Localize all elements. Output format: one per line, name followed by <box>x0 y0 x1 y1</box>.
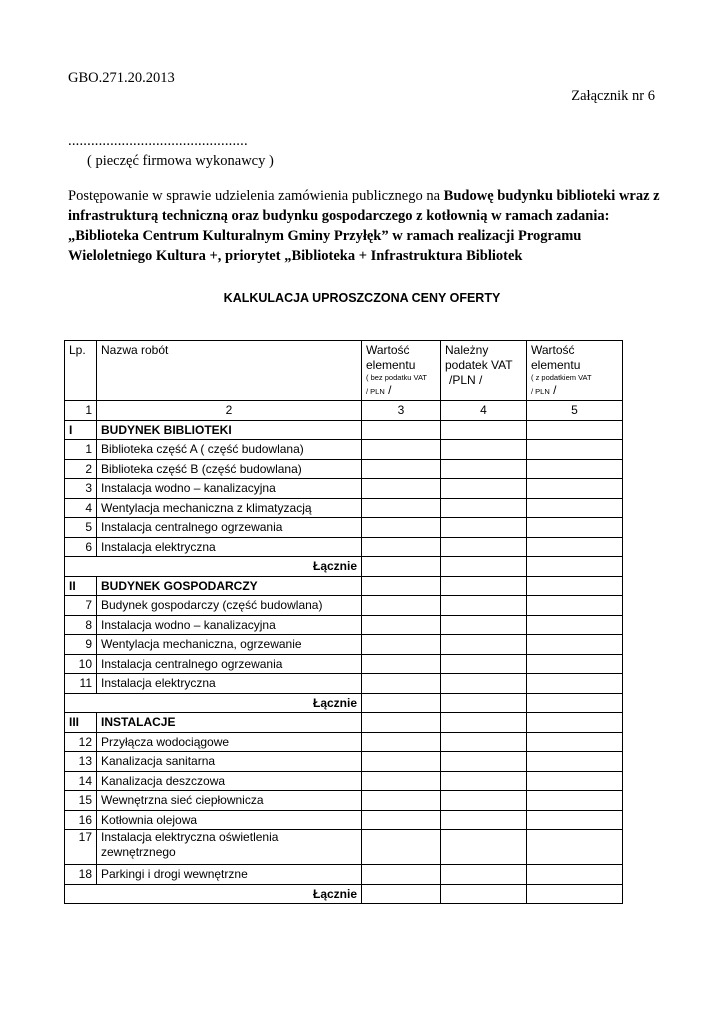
procedure-description <box>68 186 668 266</box>
row-number: 13 <box>65 752 97 772</box>
header-gross-label: Wartość elementu <box>531 343 581 372</box>
value-cell <box>441 420 527 440</box>
table-row <box>65 752 623 772</box>
value-cell <box>527 884 623 904</box>
table-row <box>65 674 623 694</box>
value-cell <box>527 635 623 655</box>
section-total-label: Łącznie <box>65 693 362 713</box>
value-cell <box>441 693 527 713</box>
value-cell <box>527 752 623 772</box>
work-name: Kotłownia olejowa <box>97 810 362 830</box>
value-cell <box>527 654 623 674</box>
value-cell <box>441 596 527 616</box>
value-cell <box>362 498 441 518</box>
value-cell <box>441 576 527 596</box>
table-row <box>65 810 623 830</box>
row-number: 4 <box>65 498 97 518</box>
value-cell <box>362 440 441 460</box>
section-header-row <box>65 713 623 733</box>
column-number: 3 <box>362 401 441 421</box>
value-cell <box>441 865 527 885</box>
header-gross-unit: / PLN <box>531 387 550 396</box>
value-cell <box>441 810 527 830</box>
table-row <box>65 635 623 655</box>
value-cell <box>441 479 527 499</box>
work-name: Budynek gospodarczy (część budowlana) <box>97 596 362 616</box>
work-name: Kanalizacja deszczowa <box>97 771 362 791</box>
value-cell <box>362 557 441 577</box>
value-cell <box>527 557 623 577</box>
work-name: Wewnętrzna sieć ciepłownicza <box>97 791 362 811</box>
header-net-note: ( bez podatku VAT <box>366 373 428 382</box>
value-cell <box>527 791 623 811</box>
section-number: I <box>65 420 97 440</box>
table-row <box>65 518 623 538</box>
table-header-row <box>65 341 623 401</box>
header-name: Nazwa robót <box>97 341 362 401</box>
value-cell <box>362 771 441 791</box>
value-cell <box>527 518 623 538</box>
work-name: Instalacja elektryczna oświetlenia zewnętrznego <box>97 830 362 865</box>
row-number: 5 <box>65 518 97 538</box>
section-name: BUDYNEK BIBLIOTEKI <box>97 420 362 440</box>
section-total-label: Łącznie <box>65 557 362 577</box>
header-net-label: Wartość elementu <box>366 343 416 372</box>
value-cell <box>527 440 623 460</box>
section-name: BUDYNEK GOSPODARCZY <box>97 576 362 596</box>
section-total-row <box>65 884 623 904</box>
row-number: 14 <box>65 771 97 791</box>
value-cell <box>441 732 527 752</box>
value-cell <box>527 810 623 830</box>
value-cell <box>441 557 527 577</box>
section-number: III <box>65 713 97 733</box>
work-name: Wentylacja mechaniczna, ogrzewanie <box>97 635 362 655</box>
section-total-row <box>65 557 623 577</box>
header-lp: Lp. <box>65 341 97 401</box>
row-number: 17 <box>65 830 97 865</box>
header-net-unit: / PLN <box>366 387 385 396</box>
row-number: 18 <box>65 865 97 885</box>
value-cell <box>362 810 441 830</box>
value-cell <box>527 771 623 791</box>
header-vat-unit: /PLN / <box>449 373 483 387</box>
value-cell <box>362 732 441 752</box>
document-reference: GBO.271.20.2013 <box>68 70 175 86</box>
work-name: Instalacja elektryczna <box>97 674 362 694</box>
work-name: Biblioteka część B (część budowlana) <box>97 459 362 479</box>
value-cell <box>441 674 527 694</box>
work-name: Instalacja centralnego ogrzewania <box>97 518 362 538</box>
value-cell <box>527 459 623 479</box>
table-row <box>65 830 623 865</box>
column-number: 2 <box>97 401 362 421</box>
value-cell <box>362 830 441 865</box>
value-cell <box>441 771 527 791</box>
value-cell <box>441 830 527 865</box>
value-cell <box>527 498 623 518</box>
value-cell <box>362 596 441 616</box>
price-calculation-table <box>64 340 623 904</box>
table-row <box>65 498 623 518</box>
value-cell <box>527 479 623 499</box>
work-name: Przyłącza wodociągowe <box>97 732 362 752</box>
value-cell <box>441 752 527 772</box>
column-number: 5 <box>527 401 623 421</box>
table-row <box>65 440 623 460</box>
value-cell <box>441 440 527 460</box>
header-gross-slash: / <box>553 383 557 397</box>
procedure-subject: Budowę budynku biblioteki wraz z infrastrukturą techniczną oraz budynku gospodarczego z kotłownią w ramach zadania: „Biblioteka Centrum Kulturalnym Gminy Przyłęk” w ramach realizacji Programu Wieloletniego Kultura +, priorytet „Biblioteka + Infrastruktura Bibliotek <box>68 188 660 264</box>
table-row <box>65 771 623 791</box>
value-cell <box>362 674 441 694</box>
value-cell <box>362 459 441 479</box>
company-stamp-label: ( pieczęć firmowa wykonawcy ) <box>87 153 274 169</box>
value-cell <box>527 865 623 885</box>
value-cell <box>441 615 527 635</box>
section-header-row <box>65 420 623 440</box>
value-cell <box>527 537 623 557</box>
procedure-intro: Postępowanie w sprawie udzielenia zamówienia publicznego na <box>68 188 444 204</box>
value-cell <box>362 420 441 440</box>
value-cell <box>441 884 527 904</box>
section-name: INSTALACJE <box>97 713 362 733</box>
column-number-row <box>65 401 623 421</box>
work-name: Wentylacja mechaniczna z klimatyzacją <box>97 498 362 518</box>
value-cell <box>441 791 527 811</box>
row-number: 9 <box>65 635 97 655</box>
row-number: 3 <box>65 479 97 499</box>
table-row <box>65 615 623 635</box>
value-cell <box>362 791 441 811</box>
row-number: 10 <box>65 654 97 674</box>
value-cell <box>441 654 527 674</box>
row-number: 8 <box>65 615 97 635</box>
work-name: Instalacja elektryczna <box>97 537 362 557</box>
value-cell <box>362 865 441 885</box>
work-name: Kanalizacja sanitarna <box>97 752 362 772</box>
row-number: 16 <box>65 810 97 830</box>
work-name: Instalacja wodno – kanalizacyjna <box>97 479 362 499</box>
header-net-value <box>362 341 441 401</box>
row-number: 15 <box>65 791 97 811</box>
value-cell <box>362 713 441 733</box>
value-cell <box>441 537 527 557</box>
table-row <box>65 654 623 674</box>
row-number: 11 <box>65 674 97 694</box>
value-cell <box>441 498 527 518</box>
row-number: 7 <box>65 596 97 616</box>
section-header-row <box>65 576 623 596</box>
value-cell <box>527 732 623 752</box>
row-number: 1 <box>65 440 97 460</box>
work-name: Biblioteka część A ( część budowlana) <box>97 440 362 460</box>
table-row <box>65 791 623 811</box>
value-cell <box>362 654 441 674</box>
value-cell <box>441 518 527 538</box>
table-row <box>65 596 623 616</box>
work-name: Instalacja wodno – kanalizacyjna <box>97 615 362 635</box>
annex-number: Załącznik nr 6 <box>571 88 655 104</box>
value-cell <box>362 479 441 499</box>
value-cell <box>441 713 527 733</box>
value-cell <box>362 693 441 713</box>
value-cell <box>527 693 623 713</box>
column-number: 1 <box>65 401 97 421</box>
value-cell <box>527 576 623 596</box>
row-number: 2 <box>65 459 97 479</box>
table-row <box>65 537 623 557</box>
value-cell <box>362 635 441 655</box>
column-number: 4 <box>441 401 527 421</box>
header-gross-note: ( z podatkiem VAT <box>531 373 592 382</box>
stamp-placeholder-line: ............................................... <box>68 133 248 149</box>
header-vat-label: Należny podatek VAT <box>445 343 513 372</box>
value-cell <box>527 615 623 635</box>
value-cell <box>441 635 527 655</box>
table-row <box>65 479 623 499</box>
row-number: 12 <box>65 732 97 752</box>
value-cell <box>527 674 623 694</box>
header-vat <box>441 341 527 401</box>
value-cell <box>441 459 527 479</box>
value-cell <box>527 420 623 440</box>
header-gross-value <box>527 341 623 401</box>
table-row <box>65 865 623 885</box>
value-cell <box>527 830 623 865</box>
value-cell <box>362 884 441 904</box>
work-name: Parkingi i drogi wewnętrzne <box>97 865 362 885</box>
value-cell <box>527 596 623 616</box>
value-cell <box>362 752 441 772</box>
section-total-row <box>65 693 623 713</box>
header-net-slash: / <box>388 383 392 397</box>
value-cell <box>362 518 441 538</box>
section-total-label: Łącznie <box>65 884 362 904</box>
value-cell <box>362 576 441 596</box>
work-name: Instalacja centralnego ogrzewania <box>97 654 362 674</box>
table-row <box>65 459 623 479</box>
section-number: II <box>65 576 97 596</box>
row-number: 6 <box>65 537 97 557</box>
document-title: KALKULACJA UPROSZCZONA CENY OFERTY <box>223 291 501 305</box>
value-cell <box>362 537 441 557</box>
value-cell <box>362 615 441 635</box>
table-row <box>65 732 623 752</box>
value-cell <box>527 713 623 733</box>
